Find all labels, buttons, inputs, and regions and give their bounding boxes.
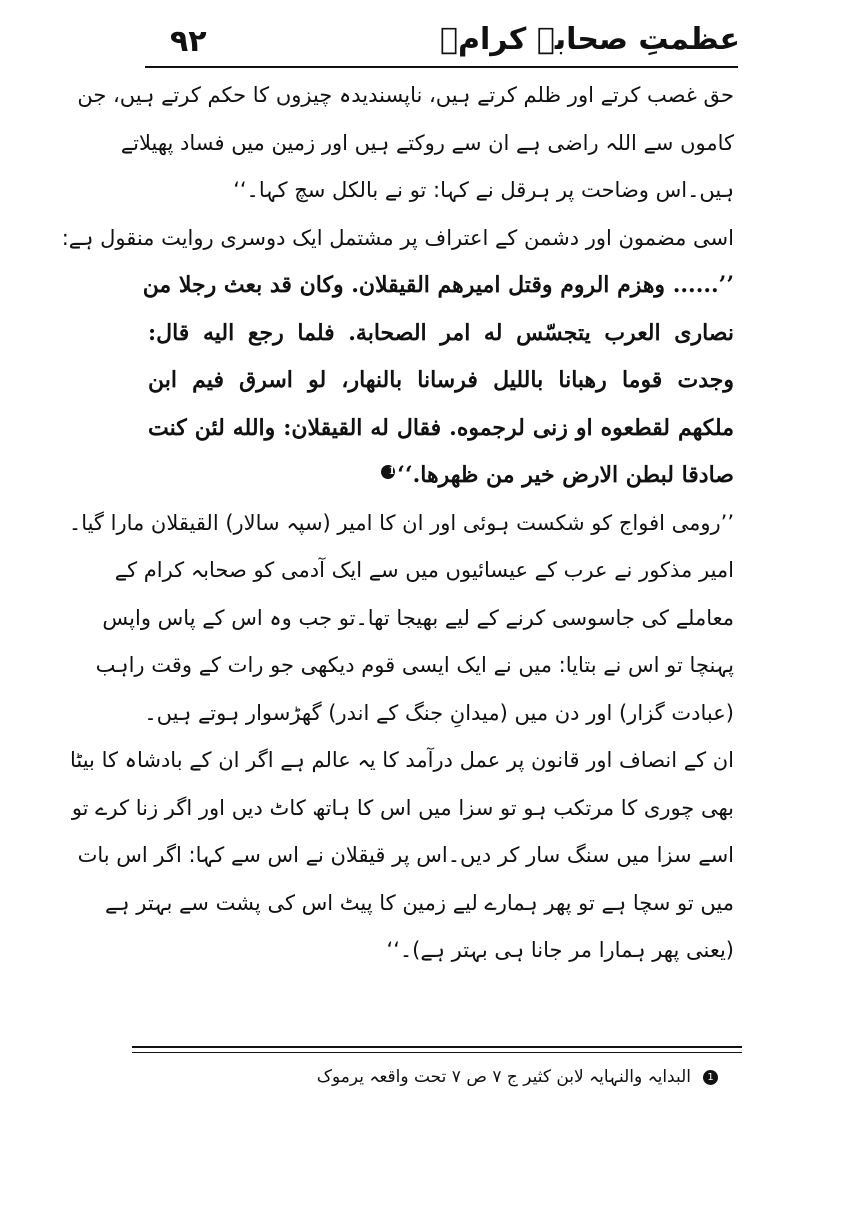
text-line: ان کے انصاف اور قانون پر عمل درآمد کا یہ عالم ہے اگر ان کے بادشاہ کا بیٹا — [69, 748, 734, 772]
footnote-text: البدایہ والنہایہ لابن کثیر ج ۷ ص ۷ تحت واقعہ یرموک — [316, 1067, 691, 1087]
book-title: عظمتِ صحابہ کرامؓ — [440, 22, 740, 57]
text-line: میں تو سچا ہے تو پھر ہمارے لیے زمین کا پیٹ اس کی پشت سے بہتر ہے — [104, 890, 734, 915]
footnote-reference-marker[interactable]: 1 — [381, 465, 395, 479]
header-divider — [145, 66, 738, 68]
arabic-quote-line: وجدت قوما رهبانا بالليل فرسانا بالنهار، لو اسرق فيم ابن — [148, 367, 734, 393]
footnote-divider-thin — [132, 1052, 742, 1053]
text-line: اسی مضمون اور دشمن کے اعتراف پر مشتمل ایک دوسری روایت منقول ہے: — [61, 225, 734, 250]
text-line: (عبادت گزار) اور دن میں (میدانِ جنگ کے اندر) گھڑسوار ہوتے ہیں۔ — [144, 700, 734, 725]
text-line: اسے سزا میں سنگ سار کر دیں۔اس پر قیقلان نے اس سے کہا: اگر اس بات — [77, 843, 734, 867]
footnote-divider — [132, 1046, 742, 1048]
arabic-quote-end: صادقا لبطن الارض خير من ظهرها.‘‘ — [397, 462, 734, 488]
arabic-quote-line: نصارى العرب يتجسّس له امر الصحابة. فلما رجع اليه قال: — [148, 319, 734, 346]
text-line: امیر مذکور نے عرب کے عیسائیوں میں سے ایک آدمی کو صحابہ کرام کے — [114, 558, 734, 582]
footnote — [118, 1066, 718, 1087]
text-line: ہیں۔اس وضاحت پر ہرقل نے کہا: تو نے بالکل سچ کہا۔‘‘ — [233, 178, 734, 202]
arabic-quote-line: ملكهم لقطعوه او زنى لرجموه. فقال له القيقلان: والله لئن كنت — [148, 414, 734, 441]
body-text — [61, 72, 734, 975]
text-line: بھی چوری کا مرتکب ہو تو سزا میں اس کا ہاتھ کاٹ دیں اور اگر زنا کرے تو — [71, 795, 734, 820]
arabic-quote-line — [148, 452, 734, 500]
text-line: پہنچا تو اس نے بتایا: میں نے ایک ایسی قوم دیکھی جو رات کے وقت راہب — [95, 653, 734, 677]
text-line: حق غصب کرتے اور ظلم کرتے ہیں، ناپسندیدہ چیزوں کا حکم کرتے ہیں، جن — [77, 83, 734, 107]
footnote-number: 1 — [703, 1070, 718, 1085]
text-line: ’’رومی افواج کو شکست ہوئی اور ان کا امیر (سپہ سالار) القیقلان مارا گیا۔ — [68, 510, 734, 535]
text-line: (یعنی پھر ہمارا مر جانا ہی بہتر ہے)۔‘‘ — [386, 938, 734, 962]
page-header — [150, 18, 740, 68]
arabic-quote-line: ’’...... وهزم الروم وقتل اميرهم القيقلان. وكان قد بعث رجلا من — [142, 272, 734, 298]
page-number: ۹۲ — [170, 24, 207, 59]
text-line: کاموں سے اللہ راضی ہے ان سے روکتے ہیں اور زمین میں فساد پھیلاتے — [120, 130, 734, 155]
text-line: معاملے کی جاسوسی کرنے کے لیے بھیجا تھا۔تو جب وہ اس کے پاس واپس — [102, 605, 734, 630]
